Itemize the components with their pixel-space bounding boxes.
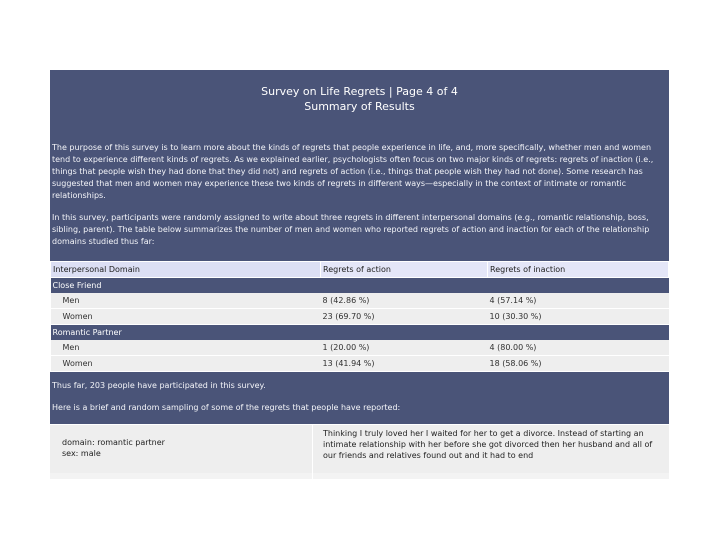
group-label: Romantic Partner — [51, 325, 669, 341]
action-cell: 1 (20.00 %) — [321, 340, 488, 356]
regret-sample-row — [50, 424, 669, 473]
action-cell: 13 (41.94 %) — [321, 356, 488, 372]
table-row — [51, 340, 669, 356]
row-label: Women — [51, 309, 321, 325]
sampling-intro-text: Here is a brief and random sampling of some of the regrets that people have reported: — [52, 403, 401, 412]
sample-sex: sex: male — [62, 449, 101, 458]
sample-meta — [50, 425, 312, 473]
row-label: Women — [51, 356, 321, 372]
table-row — [51, 309, 669, 325]
row-label: Men — [51, 340, 321, 356]
intro-text — [50, 130, 669, 261]
header-section — [50, 70, 669, 261]
results-panel — [50, 70, 669, 490]
action-cell: 8 (42.86 %) — [321, 293, 488, 309]
sample-domain: domain: romantic partner — [62, 438, 165, 447]
title-line-1: Survey on Life Regrets | Page 4 of 4 — [261, 85, 458, 98]
table-row — [51, 293, 669, 309]
column-header-action: Regrets of action — [321, 262, 488, 278]
inaction-cell: 4 (57.14 %) — [488, 293, 669, 309]
results-table — [50, 261, 669, 372]
inaction-cell: 18 (58.06 %) — [488, 356, 669, 372]
group-row-close-friend — [51, 278, 669, 294]
sample-regret-text: Thinking I truly loved her I waited for her to get a divorce. Instead of starting an intimate relationship with her before she got divorced then her husband and all of our friends and relatives found out and it had to end — [312, 425, 669, 473]
intro-paragraph-2: In this survey, participants were randomly assigned to write about three regrets in different interpersonal domains (e.g., romantic relationship, boss, sibling, parent). The table below summarizes the number of men and women who reported regrets of action and inaction for each of the relationship domains studied thus far: — [52, 213, 650, 246]
inaction-cell: 10 (30.30 %) — [488, 309, 669, 325]
table-row — [51, 356, 669, 372]
participant-count-text: Thus far, 203 people have participated in this survey. — [52, 381, 266, 390]
table-footer-strip — [50, 473, 669, 479]
row-label: Men — [51, 293, 321, 309]
inaction-cell: 4 (80.00 %) — [488, 340, 669, 356]
table-header-row — [51, 262, 669, 278]
group-row-romantic-partner — [51, 325, 669, 341]
column-header-inaction: Regrets of inaction — [488, 262, 669, 278]
intro-paragraph-1: The purpose of this survey is to learn more about the kinds of regrets that people experience in life, and, more specifically, whether men and women tend to experience different kinds of regrets. As we explained earlier, psychologists often focus on two major kinds of regrets: regrets of inaction (i.e., things that people wish they had done that they did not) and regrets of action (i.e., things that people wish they had not done). Some research has suggested that men and women may experience these two kinds of regrets in different ways—especially in the context of intimate or romantic relationships. — [52, 143, 654, 200]
action-cell: 23 (69.70 %) — [321, 309, 488, 325]
column-header-domain: Interpersonal Domain — [51, 262, 321, 278]
page-title — [50, 70, 669, 130]
title-line-2: Summary of Results — [304, 100, 415, 113]
group-label: Close Friend — [51, 278, 669, 294]
summary-notes — [50, 372, 669, 424]
